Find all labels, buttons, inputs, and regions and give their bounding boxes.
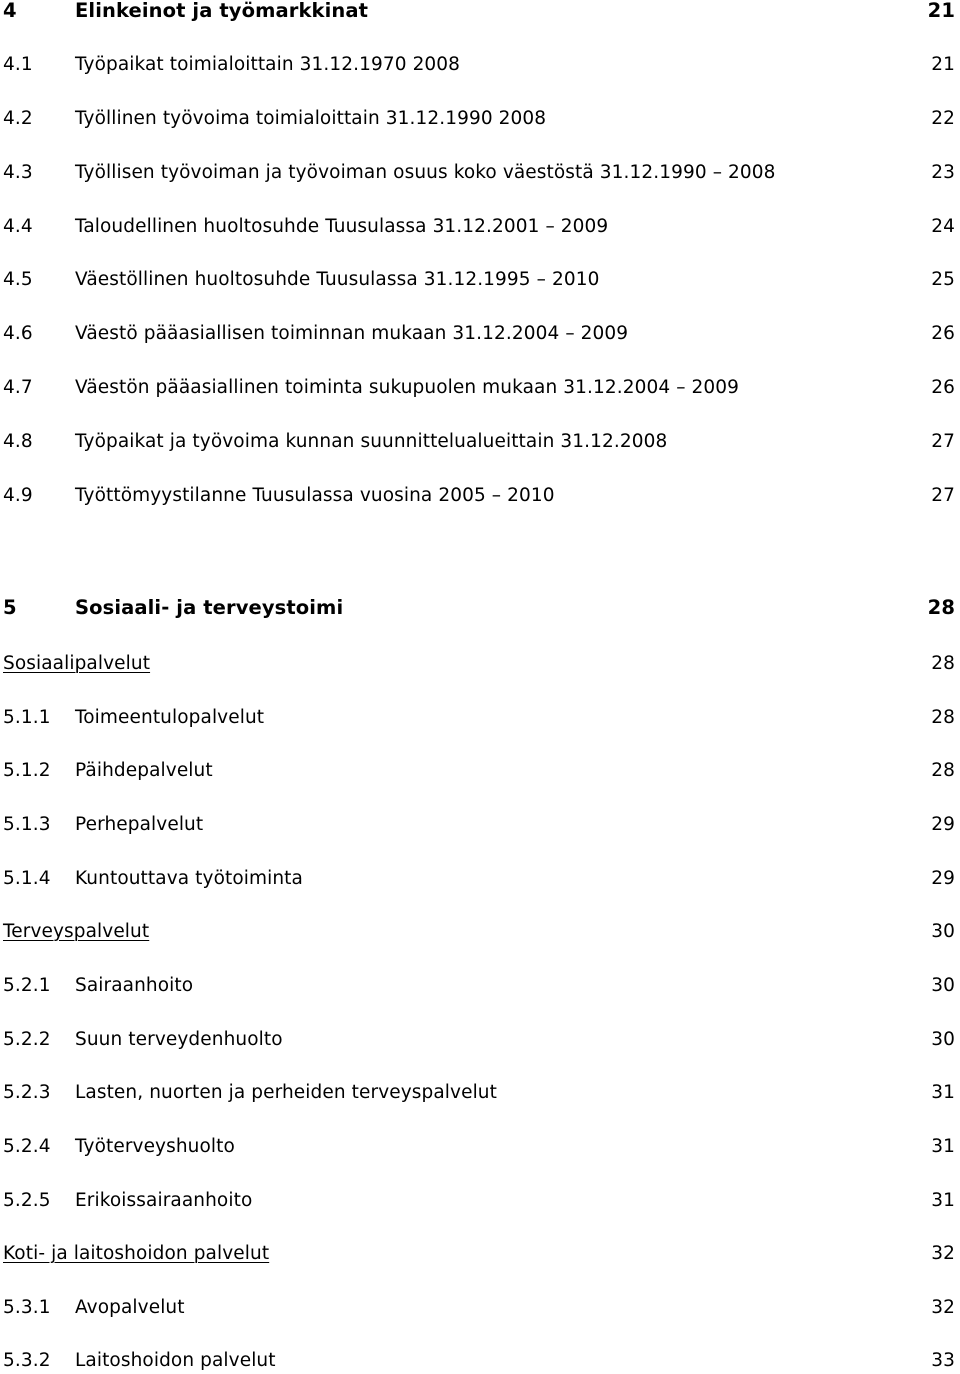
toc-section-title: Terveyspalvelut [3, 920, 150, 942]
toc-number: 5.2.3 [3, 1081, 51, 1103]
toc-number: 5.1.4 [3, 867, 51, 889]
toc-entry [3, 1078, 955, 1106]
toc-heading [3, 0, 955, 24]
toc-page: 25 [931, 268, 955, 290]
toc-number: 5.2.1 [3, 974, 51, 996]
toc-section-title: Sosiaalipalvelut [3, 652, 151, 674]
toc-title: Työpaikat ja työvoima kunnan suunnittelualueittain 31.12.2008 [75, 430, 668, 452]
toc-page: 27 [931, 484, 955, 506]
toc-title: Työllinen työvoima toimialoittain 31.12.1990 2008 [75, 107, 547, 129]
toc-page: 31 [931, 1189, 955, 1211]
toc-entry [3, 1132, 955, 1160]
toc-title: Väestö pääasiallisen toiminnan mukaan 31.12.2004 – 2009 [75, 322, 629, 344]
toc-title: Erikoissairaanhoito [75, 1189, 253, 1211]
toc-title: Väestön pääasiallinen toiminta sukupuolen mukaan 31.12.2004 – 2009 [75, 376, 739, 398]
toc-entry [3, 481, 955, 509]
toc-title: Työpaikat toimialoittain 31.12.1970 2008 [75, 53, 461, 75]
toc-page: 29 [931, 813, 955, 835]
toc-number: 5 [3, 595, 17, 619]
toc-title: Sairaanhoito [75, 974, 194, 996]
toc-entry [3, 1293, 955, 1321]
toc-number: 4.5 [3, 268, 33, 290]
toc-title: Kuntouttava työtoiminta [75, 867, 303, 889]
toc-number: 5.2.4 [3, 1135, 51, 1157]
toc-number: 5.3.2 [3, 1349, 51, 1371]
toc-number: 5.2.2 [3, 1028, 51, 1050]
toc-number: 4.7 [3, 376, 33, 398]
toc-page: 28 [931, 706, 955, 728]
toc-number: 5.2.5 [3, 1189, 51, 1211]
toc-number: 4 [3, 0, 17, 22]
toc-page: 29 [931, 867, 955, 889]
toc-page: 32 [931, 1296, 955, 1318]
toc-number: 4.6 [3, 322, 33, 344]
toc-page: 23 [931, 161, 955, 183]
toc-entry [3, 756, 955, 784]
toc-entry [3, 971, 955, 999]
toc-title: Elinkeinot ja työmarkkinat [75, 0, 369, 22]
toc-entry [3, 158, 955, 186]
toc-entry [3, 703, 955, 731]
toc-title: Päihdepalvelut [75, 759, 213, 781]
toc-number: 5.1.1 [3, 706, 51, 728]
toc-entry [3, 1025, 955, 1053]
toc-entry [3, 1186, 955, 1214]
toc-title: Lasten, nuorten ja perheiden terveyspalvelut [75, 1081, 497, 1103]
toc-page: 22 [931, 107, 955, 129]
toc-number: 4.4 [3, 215, 33, 237]
toc-entry [3, 373, 955, 401]
toc-title: Väestöllinen huoltosuhde Tuusulassa 31.12.1995 – 2010 [75, 268, 600, 290]
toc-page: 26 [931, 322, 955, 344]
toc-page: 30 [931, 920, 955, 942]
toc-title: Suun terveydenhuolto [75, 1028, 283, 1050]
toc-page: 30 [931, 974, 955, 996]
toc-heading [3, 593, 955, 621]
toc-entry [3, 50, 955, 78]
toc-page: 28 [931, 652, 955, 674]
toc-number: 5.1.3 [3, 813, 51, 835]
toc-title: Avopalvelut [75, 1296, 185, 1318]
toc-entry [3, 810, 955, 838]
toc-number: 5.1.2 [3, 759, 51, 781]
toc-title: Työttömyystilanne Tuusulassa vuosina 2005 – 2010 [75, 484, 555, 506]
toc-entry [3, 427, 955, 455]
toc-title: Sosiaali- ja terveystoimi [75, 595, 344, 619]
toc-page: 31 [931, 1135, 955, 1157]
toc-entry [3, 319, 955, 347]
toc-number: 4.9 [3, 484, 33, 506]
toc-page: 24 [931, 215, 955, 237]
toc-section [3, 649, 955, 677]
toc-number: 4.3 [3, 161, 33, 183]
toc-title: Laitoshoidon palvelut [75, 1349, 276, 1371]
toc-title: Perhepalvelut [75, 813, 204, 835]
toc-entry [3, 265, 955, 293]
toc-entry [3, 864, 955, 892]
toc-page: 21 [931, 53, 955, 75]
toc-section-title: Koti- ja laitoshoidon palvelut [3, 1242, 270, 1264]
toc-page: 33 [931, 1349, 955, 1371]
toc-title: Työllisen työvoiman ja työvoiman osuus koko väestöstä 31.12.1990 – 2008 [75, 161, 776, 183]
toc-page: 31 [931, 1081, 955, 1103]
toc-number: 5.3.1 [3, 1296, 51, 1318]
toc-title: Työterveyshuolto [75, 1135, 235, 1157]
toc-number: 4.8 [3, 430, 33, 452]
toc-section [3, 1239, 955, 1267]
toc-page: 32 [931, 1242, 955, 1264]
toc-page: 28 [927, 595, 955, 619]
toc-number: 4.1 [3, 53, 33, 75]
toc-page: 30 [931, 1028, 955, 1050]
toc-page: 28 [931, 759, 955, 781]
toc-page: 21 [927, 0, 955, 22]
toc-number: 4.2 [3, 107, 33, 129]
toc-section [3, 917, 955, 945]
toc-entry [3, 212, 955, 240]
toc-entry [3, 1346, 955, 1374]
toc-title: Taloudellinen huoltosuhde Tuusulassa 31.12.2001 – 2009 [75, 215, 609, 237]
toc-page: 27 [931, 430, 955, 452]
toc-entry [3, 104, 955, 132]
toc-page: 26 [931, 376, 955, 398]
toc-title: Toimeentulopalvelut [75, 706, 265, 728]
